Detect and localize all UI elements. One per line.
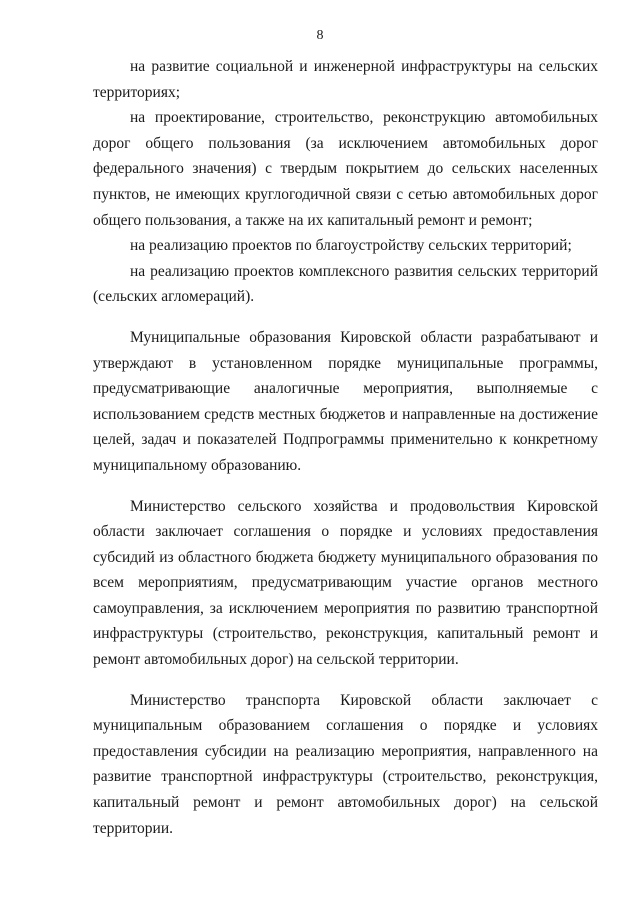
document-body (93, 54, 598, 841)
page-number: 8 (316, 28, 324, 43)
list-item-complex-development: на реализацию проектов комплексного развития сельских территорий (сельских агломераций). (93, 262, 598, 306)
list-item-road-design: на проектирование, строительство, реконструкцию автомобильных дорог общего пользования (за исключением автомобильных дорог федерального значения) с твердым покрытием до сельских населенных пунктов, не имеющих круглогодичной связи с сетью автомобильных дорог общего пользования, а также на их капитальный ремонт и ремонт; (93, 109, 598, 229)
list-item-landscaping: на реализацию проектов по благоустройству сельских территорий; (130, 237, 572, 255)
paragraph-agriculture-ministry: Министерство сельского хозяйства и продовольствия Кировской области заключает соглашения о порядке и условиях предоставления субсидий из областного бюджета бюджету муниципального образования по всем мероприятиям, предусматривающим участие органов местного самоуправления, за исключением мероприятия по развитию транспортной инфраструктуры (строительство, реконструкция, капитальный ремонт и ремонт автомобильных дорог) на сельской территории. (93, 497, 598, 669)
paragraph-municipal-programs: Муниципальные образования Кировской области разрабатывают и утверждают в установленном порядке муниципальные программы, предусматривающие аналогичные мероприятия, выполняемые с использованием средств местных бюджетов и направленные на достижение целей, задач и показателей Подпрограммы применительно к конкретному муниципальному образованию. (93, 328, 598, 474)
paragraph-transport-ministry: Министерство транспорта Кировской области заключает с муниципальным образованием соглашения о порядке и условиях предоставления субсидии на реализацию мероприятия, направленного на развитие транспортной инфраструктуры (строительство, реконструкция, капитальный ремонт и ремонт автомобильных дорог) на сельской территории. (93, 691, 598, 837)
list-item-social-infrastructure: на развитие социальной и инженерной инфраструктуры на сельских территориях; (93, 58, 598, 101)
